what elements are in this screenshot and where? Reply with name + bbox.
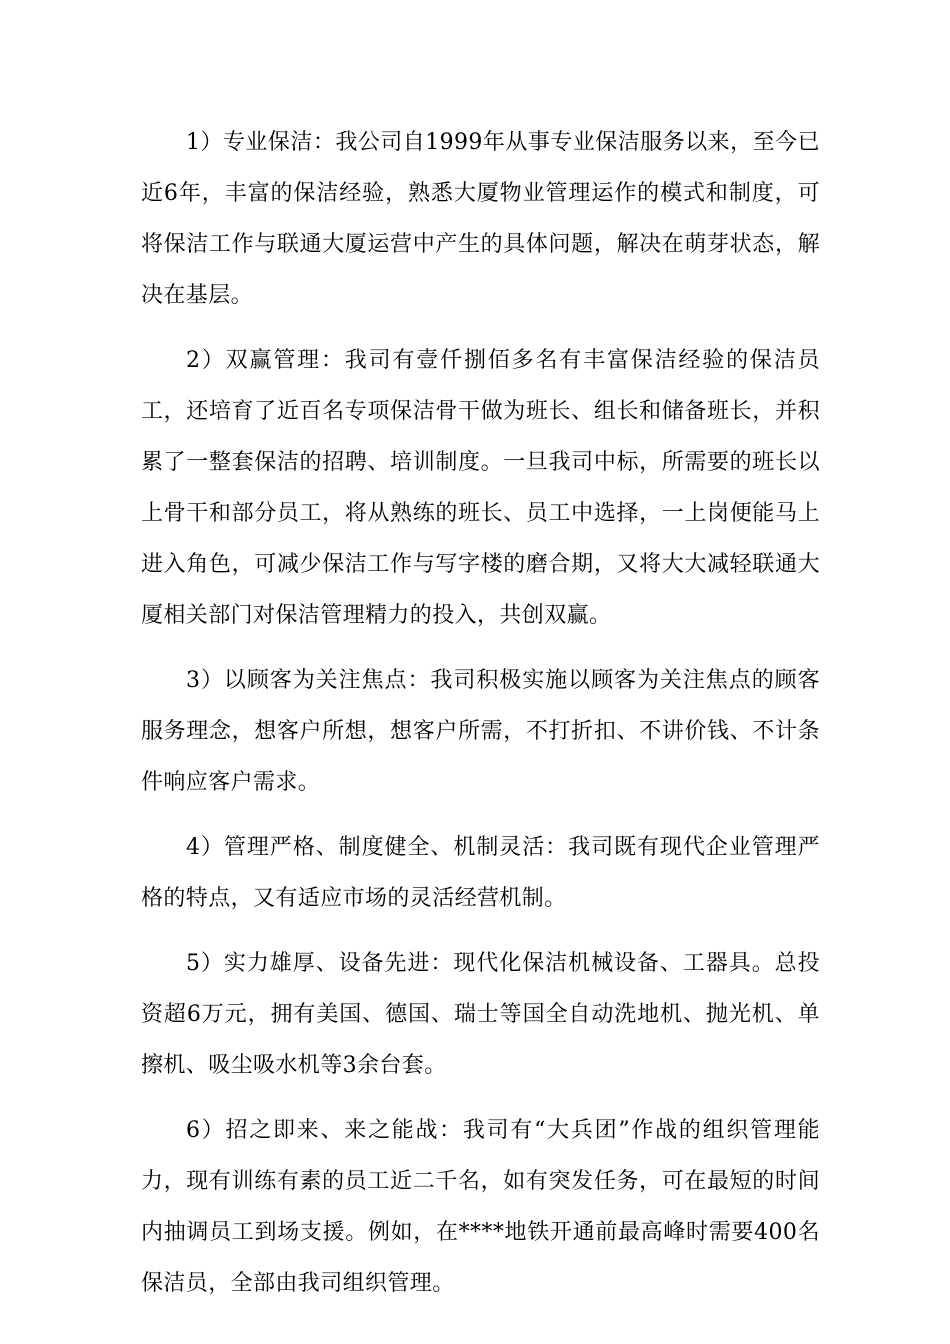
paragraph-strength-equipment: 5）实力雄厚、设备先进：现代化保洁机械设备、工器具。总投资超6万元，拥有美国、德国、瑞士等国全自动洗地机、抛光机、单擦机、吸尘吸水机等3余台套。 [141,951,820,1078]
paragraph-win-win-management: 2）双赢管理：我司有壹仟捌佰多名有丰富保洁经验的保洁员工，还培育了近百名专项保洁骨干做为班长、组长和储备班长，并积累了一整套保洁的招聘、培训制度。一旦我司中标，所需要的班长以上骨干和部分员工，将从熟练的班长、员工中选择，一上岗便能马上进入角色，可减少保洁工作与写字楼的磨合期，又将大大减轻联通大厦相关部门对保洁管理精力的投入，共创双赢。 [141,348,820,628]
paragraph-strict-management: 4）管理严格、制度健全、机制灵活：我司既有现代企业管理严格的特点，又有适应市场的灵活经营机制。 [141,835,820,911]
paragraph-rapid-response: 6）招之即来、来之能战：我司有“大兵团”作战的组织管理能力，现有训练有素的员工近二千名，如有突发任务，可在最短的时间内抽调员工到场支援。例如，在****地铁开通前最高峰时需要400名保洁员，全部由我司组织管理。 [141,1118,820,1296]
paragraph-customer-focus: 3）以顾客为关注焦点：我司积极实施以顾客为关注焦点的顾客服务理念，想客户所想，想客户所需，不打折扣、不讲价钱、不计条件响应客户需求。 [141,668,820,795]
paragraph-professional-cleaning: 1）专业保洁：我公司自1999年从事专业保洁服务以来，至今已近6年，丰富的保洁经验，熟悉大厦物业管理运作的模式和制度，可将保洁工作与联通大厦运营中产生的具体问题，解决在萌芽状态，解决在基层。 [141,130,820,308]
